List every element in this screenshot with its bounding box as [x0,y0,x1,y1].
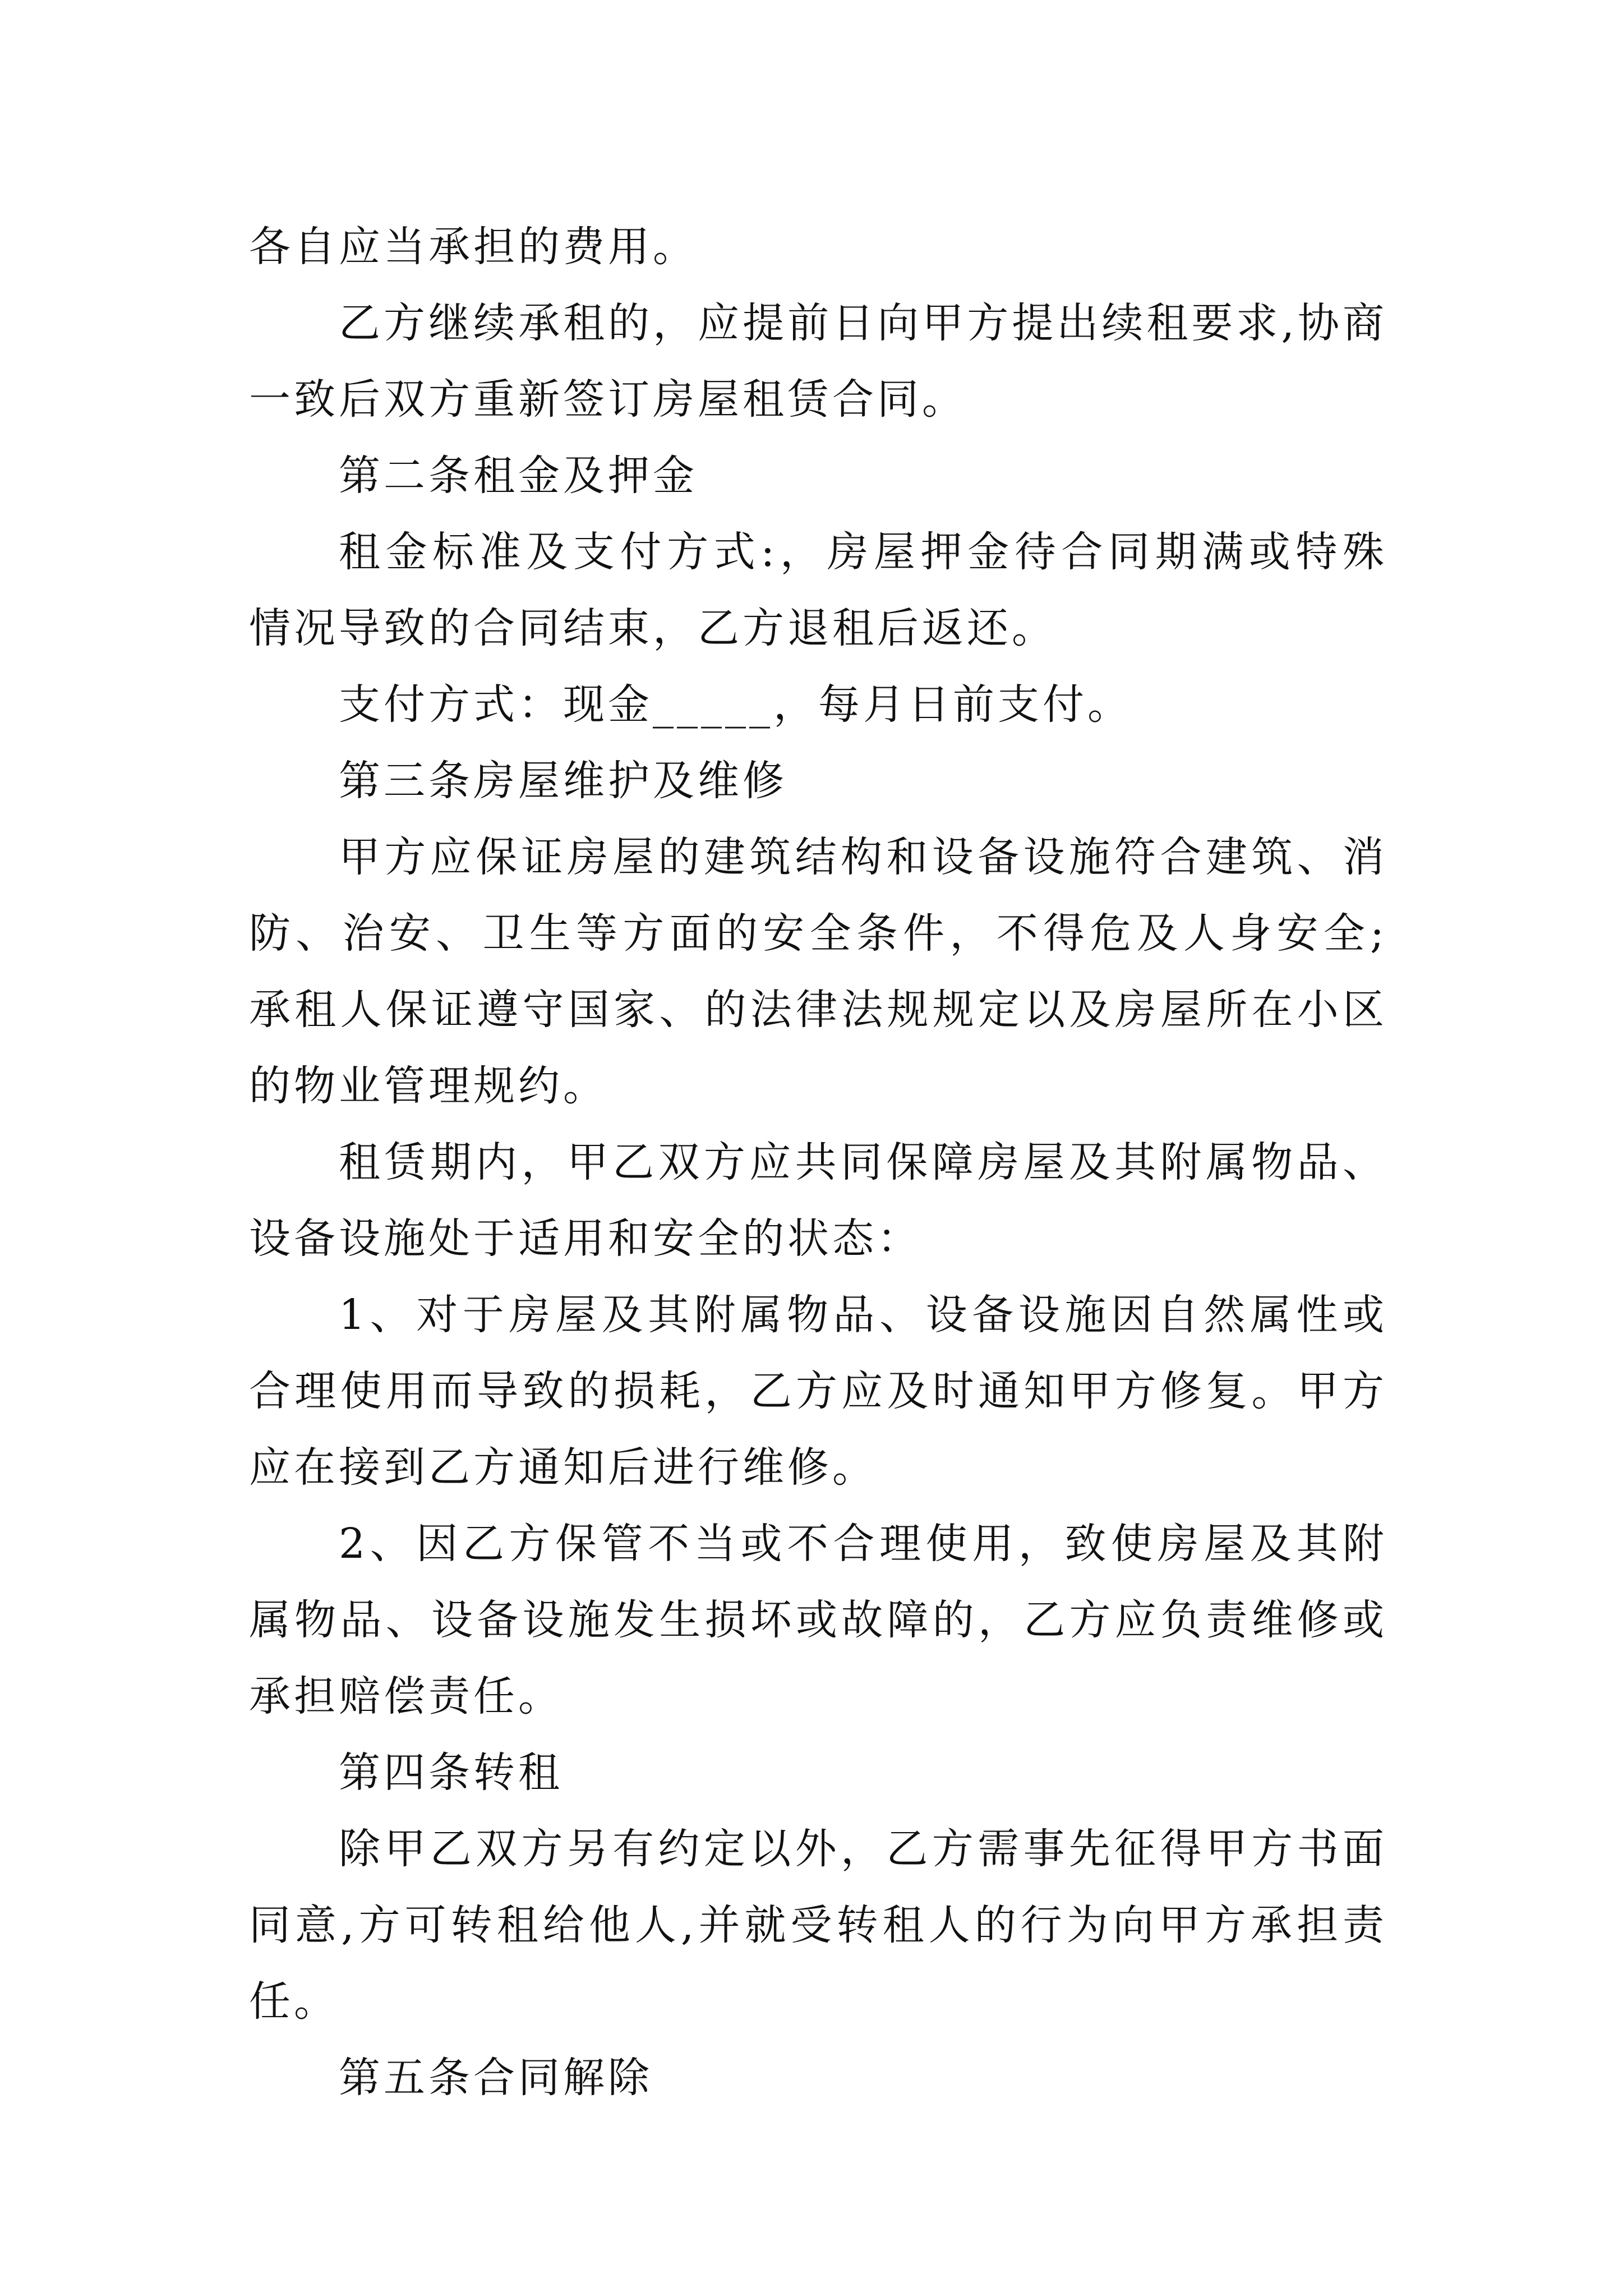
paragraph: 各自应当承担的费用。 [249,223,698,271]
document-body [249,209,1387,2116]
paragraph: 乙方继续承租的，应提前日向甲方提出续租要求,协商一致后双方重新签订房屋租赁合同。 [249,299,1387,424]
section-heading: 第三条房屋维护及维修 [339,757,787,805]
paragraph: 2、因乙方保管不当或不合理使用，致使房屋及其附属物品、设备设施发生损坏或故障的，乙方应负责维修或承担赔偿责任。 [249,1520,1387,1720]
paragraph: 甲方应保证房屋的建筑结构和设备设施符合建筑、消防、治安、卫生等方面的安全条件，不得危及人身安全;承租人保证遵守国家、的法律法规规定以及房屋所在小区的物业管理规约。 [249,833,1387,1110]
paragraph: 租赁期内，甲乙双方应共同保障房屋及其附属物品、设备设施处于适用和安全的状态： [249,1138,1387,1263]
paragraph: 1、对于房屋及其附属物品、设备设施因自然属性或合理使用而导致的损耗，乙方应及时通知甲方修复。甲方应在接到乙方通知后进行维修。 [249,1291,1387,1492]
paragraph: 租金标准及支付方式:，房屋押金待合同期满或特殊情况导致的合同结束，乙方退租后返还。 [249,528,1387,652]
section-heading: 第五条合同解除 [339,2054,653,2102]
section-heading: 第二条租金及押金 [339,452,698,500]
paragraph: 支付方式：现金_____，每月日前支付。 [339,680,1132,729]
section-heading: 第四条转租 [339,1749,563,1797]
paragraph: 除甲乙双方另有约定以外，乙方需事先征得甲方书面同意,方可转租给他人,并就受转租人的行为向甲方承担责任。 [249,1825,1387,2026]
